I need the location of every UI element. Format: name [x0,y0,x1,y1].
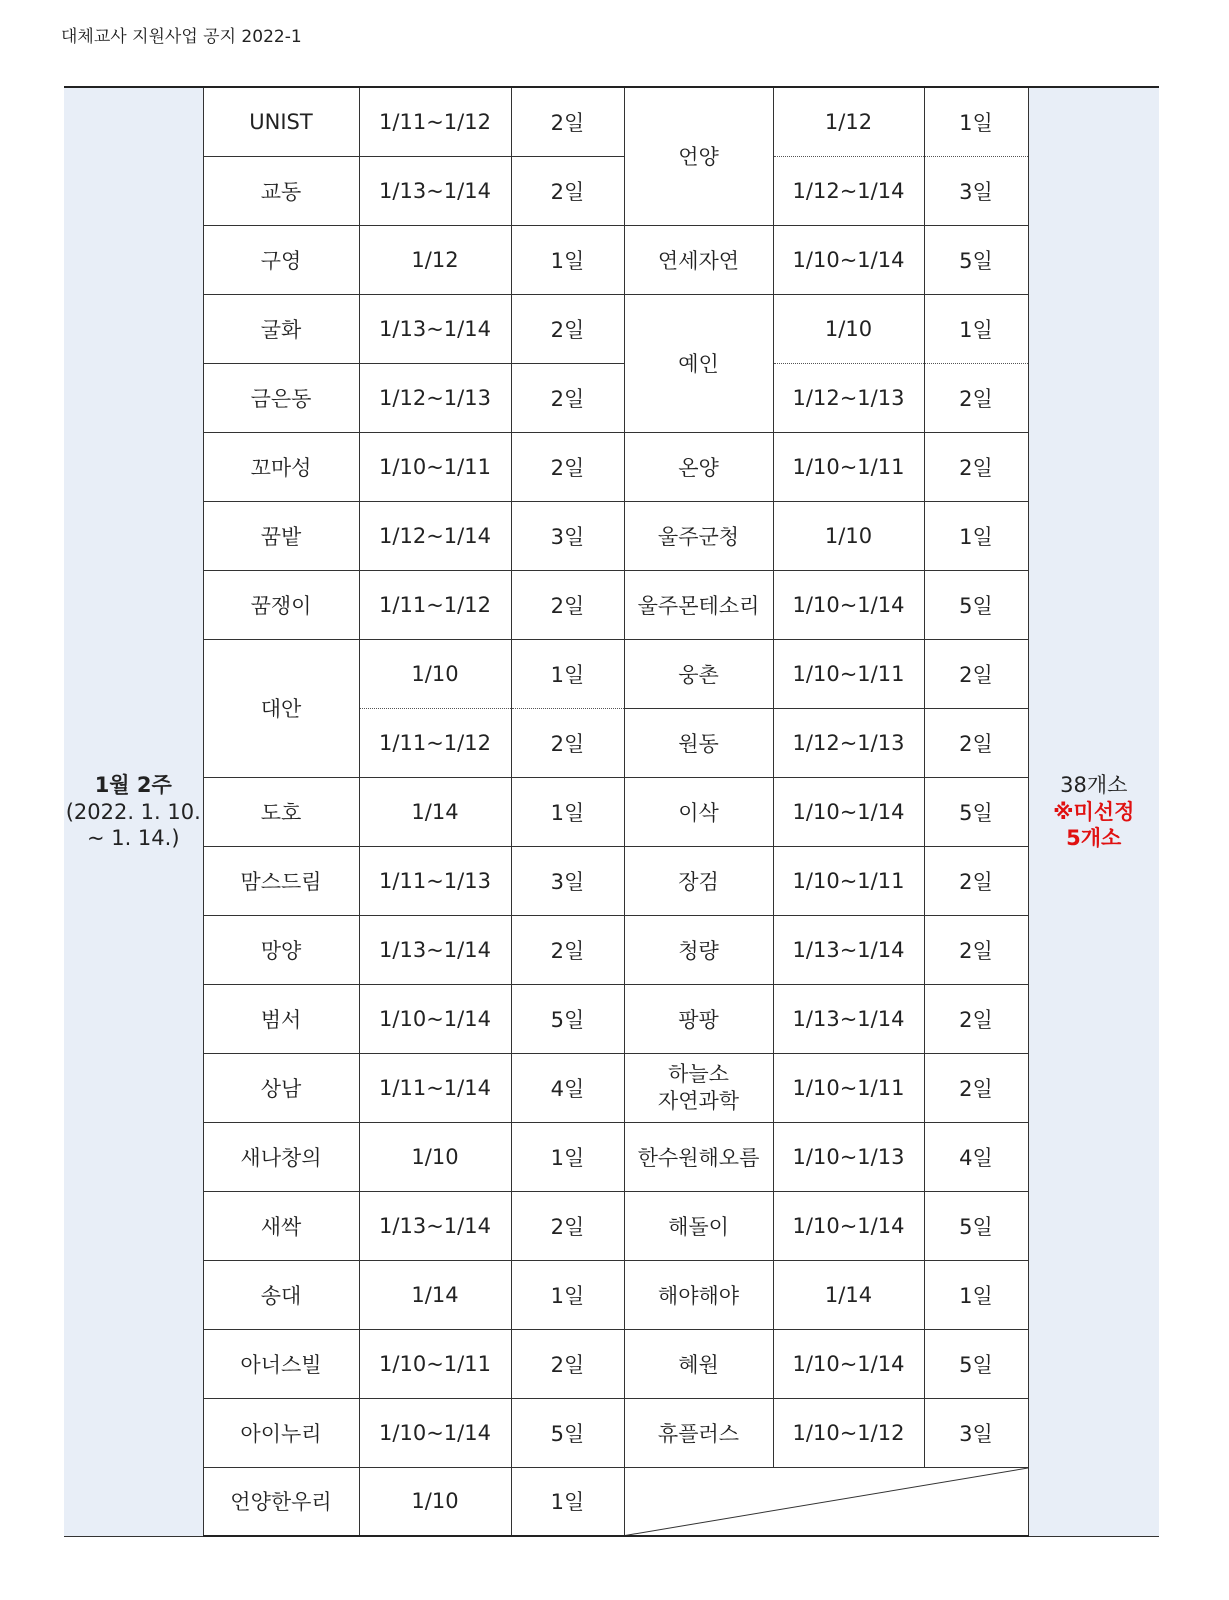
left-days: 1일 [511,225,624,294]
right-days: 5일 [924,1191,1028,1260]
right-days: 2일 [924,846,1028,915]
right-days: 1일 [924,501,1028,570]
right-center-name [624,1053,773,1122]
left-days: 1일 [511,1260,624,1329]
left-period: 1/11~1/13 [359,846,511,915]
right-center-name: 온양 [624,432,773,501]
left-center-name: 언양한우리 [203,1467,359,1536]
left-center-name: UNIST [203,87,359,156]
table-row [64,1329,1159,1398]
left-period: 1/12 [359,225,511,294]
right-center-name: 예인 [624,294,773,432]
unselected-count: 5개소 [1066,825,1122,850]
right-center-name: 혜원 [624,1329,773,1398]
right-center-name: 울주군청 [624,501,773,570]
table-row [64,1467,1159,1536]
left-days: 1일 [511,1467,624,1536]
table-row [64,87,1159,156]
left-period: 1/10 [359,639,511,708]
right-days: 5일 [924,1329,1028,1398]
right-period: 1/10~1/12 [773,1398,924,1467]
right-period: 1/10~1/14 [773,777,924,846]
right-center-name: 청량 [624,915,773,984]
table-row [64,639,1159,708]
right-center-name-line2: 자연과학 [657,1088,740,1113]
table-row [64,225,1159,294]
left-period: 1/11~1/14 [359,1053,511,1122]
right-center-name: 원동 [624,708,773,777]
right-center-name: 팡팡 [624,984,773,1053]
table-row [64,570,1159,639]
week-label: 1월 2주 [94,773,172,798]
right-days: 5일 [924,570,1028,639]
left-period: 1/11~1/12 [359,708,511,777]
right-center-name: 웅촌 [624,639,773,708]
left-center-name: 꿈밭 [203,501,359,570]
left-center-name: 맘스드림 [203,846,359,915]
left-center-name: 아이누리 [203,1398,359,1467]
left-period: 1/13~1/14 [359,1191,511,1260]
right-days: 2일 [924,1053,1028,1122]
table-row [64,846,1159,915]
right-days: 2일 [924,639,1028,708]
right-center-name: 연세자연 [624,225,773,294]
right-center-name: 이삭 [624,777,773,846]
left-center-name: 대안 [203,639,359,777]
left-center-name: 굴화 [203,294,359,363]
right-period: 1/12~1/14 [773,156,924,225]
left-days: 1일 [511,1122,624,1191]
right-period: 1/12~1/13 [773,708,924,777]
schedule-table [64,86,1159,1537]
left-center-name: 구영 [203,225,359,294]
right-period: 1/13~1/14 [773,915,924,984]
right-days: 2일 [924,432,1028,501]
left-days: 3일 [511,501,624,570]
left-days: 3일 [511,846,624,915]
left-center-name: 상남 [203,1053,359,1122]
week-range-line1: (2022. 1. 10. [65,799,201,824]
right-center-name: 울주몬테소리 [624,570,773,639]
right-days: 3일 [924,156,1028,225]
left-center-name: 송대 [203,1260,359,1329]
right-center-name: 한수원해오름 [624,1122,773,1191]
right-days: 2일 [924,363,1028,432]
table-row [64,777,1159,846]
right-days: 1일 [924,87,1028,156]
right-center-name: 언양 [624,87,773,225]
left-days: 2일 [511,363,624,432]
right-period: 1/13~1/14 [773,984,924,1053]
left-days: 2일 [511,156,624,225]
right-days: 1일 [924,1260,1028,1329]
left-days: 2일 [511,432,624,501]
left-days: 4일 [511,1053,624,1122]
left-center-name: 새나창의 [203,1122,359,1191]
right-period: 1/10~1/14 [773,225,924,294]
table-row [64,1260,1159,1329]
right-period: 1/10 [773,294,924,363]
right-period: 1/14 [773,1260,924,1329]
left-period: 1/14 [359,777,511,846]
left-center-name: 교동 [203,156,359,225]
left-days: 2일 [511,294,624,363]
week-label-cell [64,87,203,1536]
table-row [64,363,1159,432]
right-period: 1/10~1/13 [773,1122,924,1191]
left-center-name: 꼬마성 [203,432,359,501]
right-days: 3일 [924,1398,1028,1467]
right-days: 5일 [924,777,1028,846]
right-period: 1/10~1/14 [773,1329,924,1398]
table-row [64,1122,1159,1191]
left-period: 1/13~1/14 [359,915,511,984]
left-days: 2일 [511,87,624,156]
left-period: 1/10~1/14 [359,984,511,1053]
table-row [64,501,1159,570]
left-days: 2일 [511,708,624,777]
right-center-name-line1: 하늘소 [668,1062,729,1087]
right-period: 1/10~1/14 [773,1191,924,1260]
right-period: 1/10~1/11 [773,1053,924,1122]
week-range-line2: ~ 1. 14.) [86,825,180,850]
left-period: 1/13~1/14 [359,156,511,225]
table-row [64,915,1159,984]
right-period: 1/10 [773,501,924,570]
right-period: 1/10~1/11 [773,846,924,915]
left-days: 1일 [511,639,624,708]
table-row [64,1053,1159,1122]
left-days: 1일 [511,777,624,846]
table-row [64,1398,1159,1467]
left-period: 1/14 [359,1260,511,1329]
left-days: 2일 [511,1329,624,1398]
right-period: 1/10~1/11 [773,639,924,708]
document-header: 대체교사 지원사업 공지 2022-1 [61,27,302,47]
left-period: 1/11~1/12 [359,570,511,639]
left-center-name: 꿈쟁이 [203,570,359,639]
right-period: 1/10~1/11 [773,432,924,501]
total-count: 38개소 [1060,773,1128,798]
left-period: 1/12~1/14 [359,501,511,570]
left-period: 1/11~1/12 [359,87,511,156]
left-center-name: 범서 [203,984,359,1053]
left-period: 1/10 [359,1467,511,1536]
right-period: 1/12~1/13 [773,363,924,432]
right-days: 2일 [924,708,1028,777]
right-days: 4일 [924,1122,1028,1191]
left-center-name: 망양 [203,915,359,984]
left-days: 5일 [511,1398,624,1467]
right-center-name: 해야해야 [624,1260,773,1329]
right-days: 2일 [924,984,1028,1053]
left-days: 5일 [511,984,624,1053]
table-row [64,156,1159,225]
summary-cell [1028,87,1159,1536]
left-days: 2일 [511,570,624,639]
right-days: 5일 [924,225,1028,294]
left-period: 1/10~1/14 [359,1398,511,1467]
right-period: 1/12 [773,87,924,156]
unselected-label: ※미선정 [1053,799,1135,824]
table-row [64,294,1159,363]
table-row [64,1191,1159,1260]
left-period: 1/10~1/11 [359,432,511,501]
left-period: 1/13~1/14 [359,294,511,363]
table-row [64,432,1159,501]
diagonal-line [625,1468,1028,1536]
left-center-name: 새싹 [203,1191,359,1260]
empty-diagonal-cell [624,1467,1028,1536]
left-days: 2일 [511,1191,624,1260]
right-center-name: 휴플러스 [624,1398,773,1467]
right-period: 1/10~1/14 [773,570,924,639]
right-days: 1일 [924,294,1028,363]
left-center-name: 금은동 [203,363,359,432]
table-row [64,984,1159,1053]
right-center-name: 해돌이 [624,1191,773,1260]
left-period: 1/10 [359,1122,511,1191]
right-days: 2일 [924,915,1028,984]
left-period: 1/12~1/13 [359,363,511,432]
right-center-name: 장검 [624,846,773,915]
left-center-name: 아너스빌 [203,1329,359,1398]
left-days: 2일 [511,915,624,984]
left-period: 1/10~1/11 [359,1329,511,1398]
left-center-name: 도호 [203,777,359,846]
